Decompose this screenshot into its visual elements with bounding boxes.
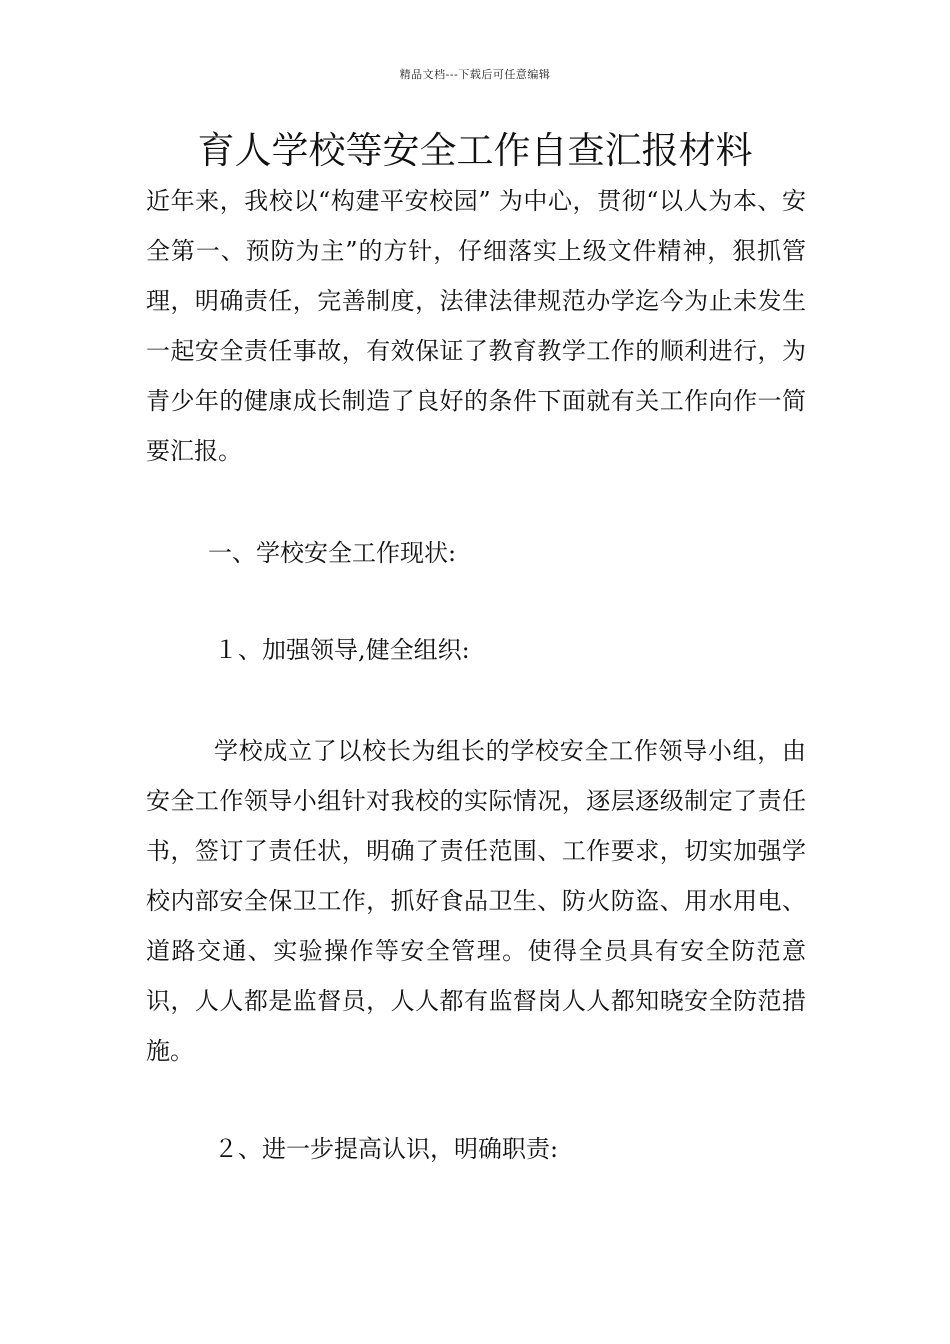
header-note: 精品文档---下载后可任意编辑 bbox=[399, 68, 551, 81]
document-title: 育人学校等安全工作自查汇报材料 bbox=[197, 129, 753, 172]
subsection-heading-1: １、加强领导,健全组织: bbox=[214, 636, 470, 664]
intro-paragraph: 近年来，我校以“构建平安校园” 为中心，贯彻“以人为本、安全第一、预防为主”的方针，仔细落实上级文件精神，狠抓管理，明确责任，完善制度，法律法律规范办学迄今为止未发生一起安全责任事故，有效保证了教育教学工作的顺利进行，为青少年的健康成长制造了良好的条件下面就有关工作向作一简要汇报。 bbox=[146, 187, 806, 465]
section-heading-1: 一、学校安全工作现状: bbox=[208, 539, 457, 567]
subsection-heading-2: ２、进一步提高认识，明确职责: bbox=[214, 1135, 559, 1163]
subsection-paragraph-1: 学校成立了以校长为组长的学校安全工作领导小组，由安全工作领导小组针对我校的实际情况，逐层逐级制定了责任书，签订了责任状，明确了责任范围、工作要求，切实加强学校内部安全保卫工作，抓好食品卫生、防火防盗、用水用电、道路交通、实验操作等安全管理。使得全员具有安全防范意识，人人都是监督员，人人都有监督岗人人都知晓安全防范措施。 bbox=[146, 737, 806, 1065]
